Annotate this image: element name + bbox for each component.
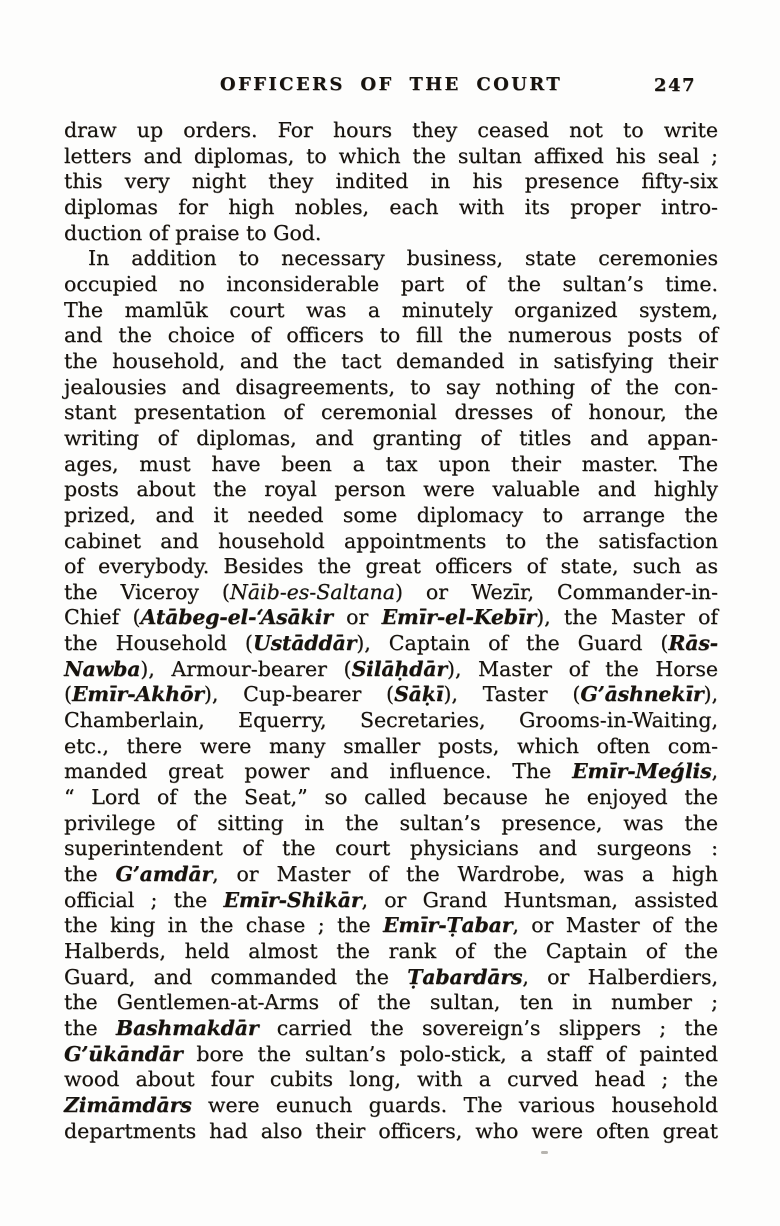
text-run: superintendent of the court physicians and surgeons : [64, 836, 718, 861]
text-run: the [64, 862, 116, 887]
text-line [64, 965, 718, 991]
text-line [64, 785, 718, 811]
text-run: or [332, 605, 382, 630]
text-line [64, 657, 718, 683]
transliterated-term: Nawba [64, 656, 141, 681]
text-line [64, 426, 718, 452]
text-line [64, 836, 718, 862]
text-line [64, 349, 718, 375]
text-line [64, 605, 718, 631]
text-run: cabinet and household appointments to the satisfaction [64, 528, 718, 553]
text-line [64, 529, 718, 555]
text-run: ), Captain of the Guard ( [356, 631, 669, 656]
text-run: ages, must have been a tax upon their master. The [64, 451, 718, 476]
text-run: bore the sultan’s polo-stick, a staff of painted [182, 1041, 718, 1066]
transliterated-term: G’āshnekīr [580, 682, 704, 707]
text-run: posts about the royal person were valuable and highly [64, 477, 718, 502]
text-line [64, 888, 718, 914]
transliterated-term: Rās- [668, 631, 718, 656]
text-run: “ Lord of the Seat,” so called because he enjoyed the [64, 785, 718, 810]
text-run: manded great power and influence. The [64, 759, 573, 784]
text-run: , or Master of the [512, 913, 718, 938]
text-line [64, 323, 718, 349]
text-run: ), Cup-bearer ( [203, 682, 395, 707]
transliterated-term: Emīr-Ṭabar [382, 913, 513, 938]
text-line [64, 1093, 718, 1119]
text-line [64, 862, 718, 888]
page-body [64, 118, 718, 1144]
text-run: , or Halberdiers, [522, 964, 718, 989]
transliterated-term: Emīr-el-Kebīr [381, 605, 537, 630]
text-run: The mamlūk court was a minutely organized system, [64, 297, 718, 322]
text-run: departments had also their officers, who were often great [64, 1118, 718, 1143]
text-line [64, 144, 718, 170]
text-run: duction of praise to God. [64, 220, 322, 245]
text-run: stant presentation of ceremonial dresses of honour, the [64, 400, 718, 425]
text-run: , or Master of the Wardrobe, was a high [212, 862, 718, 887]
text-line [64, 400, 718, 426]
text-line [64, 298, 718, 324]
text-run: official ; the [64, 887, 224, 912]
text-line [64, 221, 718, 247]
text-run: prized, and it needed some diplomacy to arrange the [64, 502, 718, 527]
text-line [64, 682, 718, 708]
text-run: ), the Master of [536, 605, 718, 630]
text-line [64, 1119, 718, 1145]
text-line [64, 503, 718, 529]
text-run: Guard, and commanded the [64, 964, 408, 989]
transliterated-term: G’amdār [115, 862, 213, 887]
text-run: the king in the chase ; the [64, 913, 383, 938]
text-run: diplomas for high nobles, each with its proper intro- [64, 194, 718, 219]
text-run: Chamberlain, Equerry, Secretaries, Grooms-in-Waiting, [64, 708, 718, 733]
transliterated-term: Atābeg-el-ʻAsākir [140, 605, 333, 630]
text-run: this very night they indited in his presence fifty-six [64, 169, 718, 194]
text-run: the Household ( [64, 631, 253, 656]
transliterated-term: Sāḳī [394, 682, 444, 707]
text-line [64, 580, 718, 606]
page-header [64, 74, 718, 100]
text-run: privilege of sitting in the sultan’s presence, was the [64, 810, 718, 835]
transliterated-term: Silāḥdār [351, 656, 447, 681]
text-run: draw up orders. For hours they ceased not to write [64, 118, 718, 142]
text-run: ), Armour-bearer ( [140, 656, 352, 681]
text-run: ), Taster ( [443, 682, 581, 707]
text-run: etc., there were many smaller posts, which often com- [64, 733, 718, 758]
transliterated-term: Ustāddār [252, 631, 357, 656]
text-run: ), [703, 682, 718, 707]
text-line [64, 811, 718, 837]
transliterated-term: Zimāmdārs [64, 1092, 192, 1117]
text-run: writing of diplomas, and granting of titles and appan- [64, 425, 718, 450]
text-run: ), Master of the Horse [446, 656, 718, 681]
scan-artifact [541, 1151, 548, 1154]
transliterated-term: Emīr-Akhōr [72, 682, 204, 707]
text-run: and the choice of officers to fill the numerous posts of [64, 323, 718, 348]
text-line [64, 452, 718, 478]
text-run: occupied no inconsiderable part of the sultan’s time. [64, 271, 718, 296]
text-line [64, 195, 718, 221]
text-run: letters and diplomas, to which the sultan affixed his seal ; [64, 143, 718, 168]
transliterated-term: Bashmakdār [115, 1015, 259, 1040]
text-run: ( [64, 682, 72, 707]
text-run: carried the sovereign’s slippers ; the [258, 1015, 718, 1040]
text-run: jealousies and disagreements, to say nothing of the con- [64, 374, 718, 399]
text-run: Halberds, held almost the rank of the Captain of the [64, 939, 718, 963]
text-line [64, 1042, 718, 1068]
text-line [64, 1016, 718, 1042]
transliterated-term: Emīr-Meǵlis [572, 759, 712, 784]
text-line [64, 759, 718, 785]
transliterated-term: Emīr-Shikār [223, 887, 362, 912]
text-line [64, 246, 718, 272]
transliterated-term: Ṭabardārs [407, 964, 523, 989]
text-line [64, 990, 718, 1016]
text-line [64, 272, 718, 298]
text-run: were eunuch guards. The various household [191, 1092, 718, 1117]
transliterated-term: Nāib-es-Saltana [229, 579, 395, 604]
text-run: Chief ( [64, 605, 141, 630]
text-run: the Viceroy ( [64, 579, 230, 604]
text-line [64, 554, 718, 580]
text-line [64, 913, 718, 939]
text-line [64, 1067, 718, 1093]
text-run: , or Grand Huntsman, assisted [361, 887, 719, 912]
text-run: wood about four cubits long, with a curved head ; the [64, 1067, 718, 1092]
text-run: of everybody. Besides the great officers of state, such as [64, 554, 718, 579]
text-run: the Gentlemen-at-Arms of the sultan, ten in number ; [64, 990, 718, 1015]
text-line [64, 118, 718, 144]
text-line [64, 734, 718, 760]
text-line [64, 169, 718, 195]
running-title: OFFICERS OF THE COURT [219, 74, 563, 95]
page-number: 247 [653, 75, 696, 96]
text-run: ) or Wezīr, Commander-in- [394, 579, 718, 604]
text-line [64, 631, 718, 657]
text-line [64, 477, 718, 503]
transliterated-term: G’ūkāndār [64, 1041, 183, 1066]
text-run: the [64, 1015, 116, 1040]
text-run: the household, and the tact demanded in satisfying their [64, 348, 718, 373]
text-run: , [711, 759, 718, 784]
text-line [64, 939, 718, 965]
text-run: In addition to necessary business, state ceremonies [88, 246, 718, 271]
text-line [64, 375, 718, 401]
text-line [64, 708, 718, 734]
